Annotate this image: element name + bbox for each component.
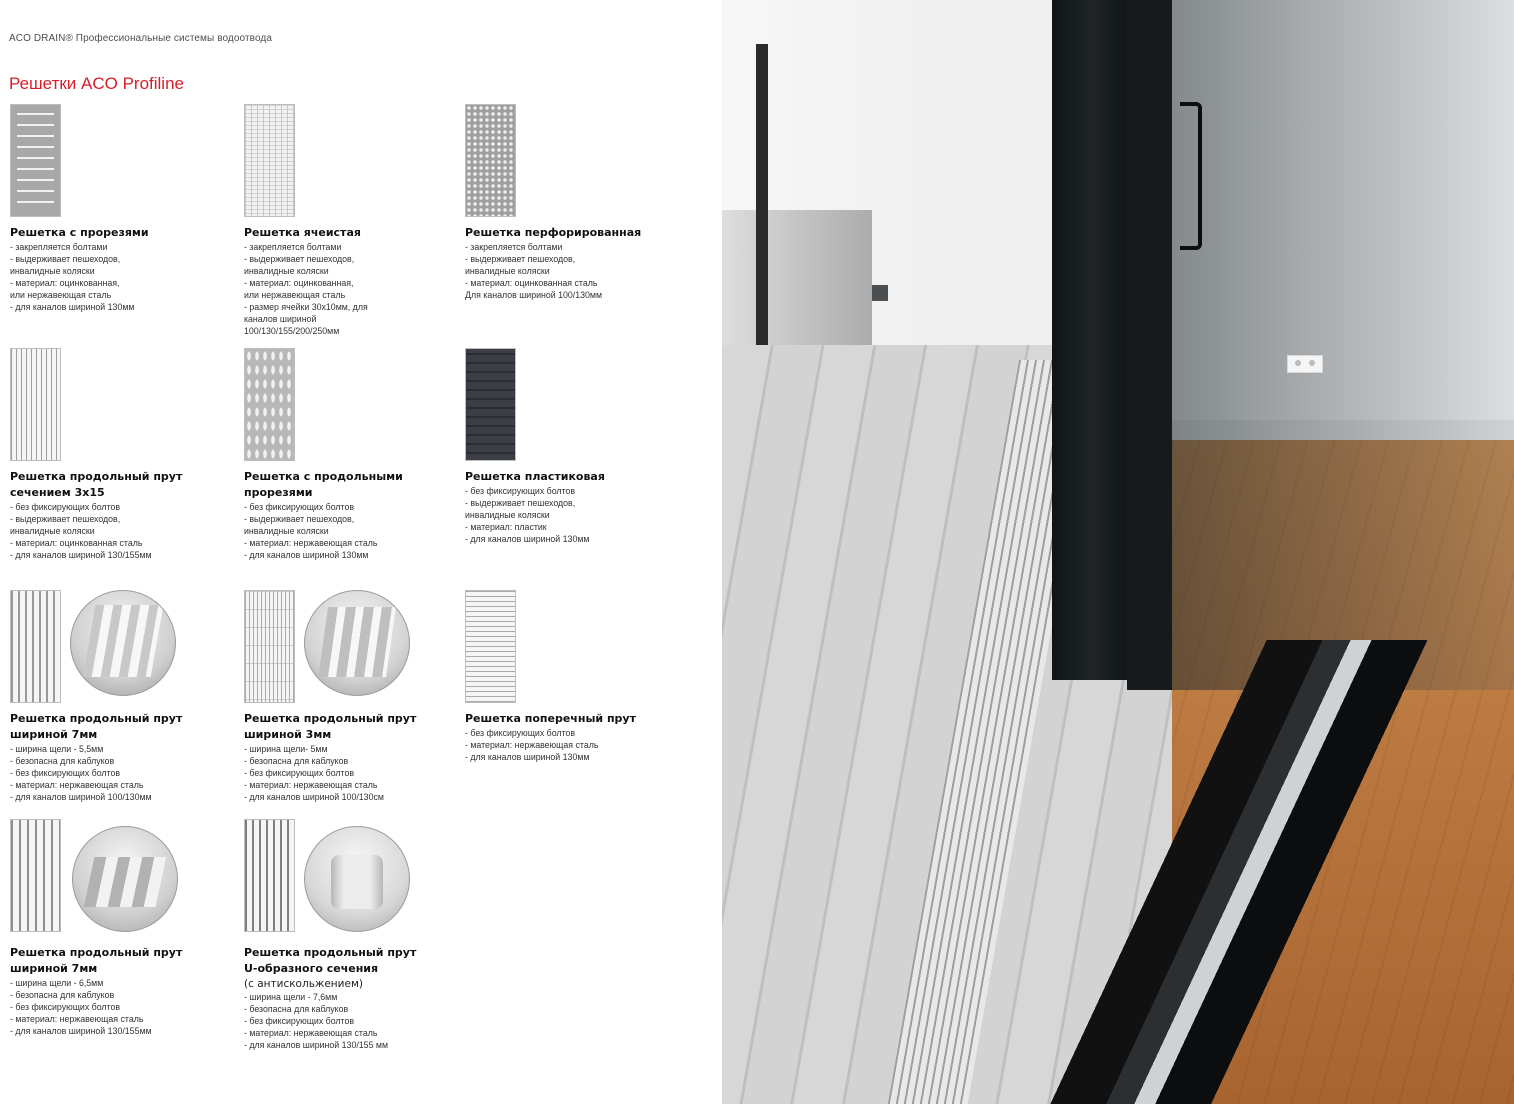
spec-line: - для каналов шириной 130/155мм — [10, 550, 152, 560]
spec-line: инвалидные коляски — [10, 266, 95, 276]
document-header: ACO DRAIN® Профессиональные системы водоотвода — [9, 33, 272, 44]
item-title-continuation: сечением 3x15 — [10, 486, 105, 499]
spec-line: инвалидные коляски — [465, 266, 550, 276]
product-photo — [722, 0, 1514, 1104]
spec-line: - материал: нержавеющая сталь — [465, 740, 599, 750]
spec-line: - без фиксирующих болтов — [10, 502, 121, 512]
item-title: Решетка поперечный прут — [465, 712, 636, 725]
u-bar-grate-icon — [244, 819, 295, 932]
spec-line: - выдерживает пешеходов, — [244, 514, 355, 524]
spec-line: - закрепляется болтами — [10, 242, 108, 252]
balcony-post — [756, 44, 768, 352]
item-title-continuation: шириной 7мм — [10, 962, 98, 975]
item-specs — [10, 241, 230, 313]
section-title: Решетки ACO Profiline — [9, 74, 184, 93]
door-handle-icon — [1180, 102, 1202, 250]
door-frame — [1052, 0, 1132, 680]
spec-line: - ширина щели - 5,5мм — [10, 744, 104, 754]
item-title: Решетка с продольными — [244, 470, 403, 483]
spec-line: инвалидные коляски — [244, 526, 329, 536]
spec-line: - без фиксирующих болтов — [244, 768, 355, 778]
spec-line: - без фиксирующих болтов — [465, 728, 576, 738]
spec-line: - для каналов шириной 130мм — [465, 752, 590, 762]
cross-bar-grate-icon — [465, 590, 516, 703]
spec-line: - материал: оцинкованная сталь — [10, 538, 143, 548]
item-title: Решетка пластиковая — [465, 470, 605, 483]
spec-line: - материал: нержавеющая сталь — [10, 780, 144, 790]
spec-line: - материал: нержавеющая сталь — [244, 1028, 378, 1038]
item-u-bar-grate — [244, 945, 484, 1051]
spec-line: - материал: нержавеющая сталь — [244, 538, 378, 548]
spec-line: - для каналов шириной 130/155мм — [10, 1026, 152, 1036]
item-specs — [10, 977, 230, 1037]
item-title: Решетка продольный прут — [10, 946, 183, 959]
bar-3mm-grate-icon — [244, 590, 295, 703]
item-title: Решетка продольный прут — [10, 470, 183, 483]
catalog-panel — [0, 0, 722, 1104]
spec-line: - ширина щели - 7,6мм — [244, 992, 338, 1002]
item-bar-7mm-grate — [10, 711, 230, 803]
item-specs — [244, 501, 464, 561]
spec-line: - для каналов шириной 130/155 мм — [244, 1040, 388, 1050]
spec-line: - материал: нержавеющая сталь — [244, 780, 378, 790]
spec-line: - закрепляется болтами — [244, 242, 342, 252]
spec-line: - ширина щели- 5мм — [244, 744, 328, 754]
spec-line: - материал: оцинкованная, — [244, 278, 354, 288]
spec-line: - закрепляется болтами — [465, 242, 563, 252]
item-slotted-grate — [10, 225, 230, 313]
door-frame-inner — [1127, 0, 1172, 690]
item-title: Решетка продольный прут — [244, 946, 417, 959]
spec-line: - ширина щели - 6,5мм — [10, 978, 104, 988]
bar-7mm-grate-icon-alt — [10, 819, 61, 932]
spec-line: инвалидные коляски — [465, 510, 550, 520]
spec-line: - для каналов шириной 100/130см — [244, 792, 384, 802]
bar-7mm-closeup-icon — [70, 590, 176, 696]
spec-line: Для каналов шириной 100/130мм — [465, 290, 603, 300]
spec-line: - безопасна для каблуков — [10, 990, 115, 1000]
item-specs — [465, 727, 685, 763]
spec-line: - выдерживает пешеходов, — [465, 498, 576, 508]
item-title: Решетка продольный прут — [244, 712, 417, 725]
spec-line: инвалидные коляски — [244, 266, 329, 276]
spec-line: инвалидные коляски — [10, 526, 95, 536]
item-mesh-grate — [244, 225, 464, 337]
item-title: Решетка продольный прут — [10, 712, 183, 725]
spec-line: - выдерживает пешеходов, — [465, 254, 576, 264]
item-bar-7mm-grate-alt — [10, 945, 230, 1037]
threshold-rail — [1022, 640, 1502, 1104]
item-specs — [10, 743, 230, 803]
bar-7mm-closeup-alt-icon — [72, 826, 178, 932]
item-title-continuation: шириной 3мм — [244, 728, 332, 741]
item-bar-3mm-grate — [244, 711, 464, 803]
spec-line: - выдерживает пешеходов, — [10, 514, 121, 524]
item-title: Решетка ячеистая — [244, 226, 361, 239]
spec-line: - для каналов шириной 130мм — [10, 302, 135, 312]
spec-line: - без фиксирующих болтов — [244, 502, 355, 512]
item-title-continuation: прорезями — [244, 486, 313, 499]
item-cross-bar-grate — [465, 711, 685, 763]
spec-line: - без фиксирующих болтов — [244, 1016, 355, 1026]
item-specs — [244, 241, 464, 337]
mesh-grate-icon — [244, 104, 295, 217]
spec-line: - без фиксирующих болтов — [10, 1002, 121, 1012]
spec-line: каналов шириной — [244, 314, 317, 324]
spec-line: - для каналов шириной 130мм — [465, 534, 590, 544]
spec-line: - без фиксирующих болтов — [465, 486, 576, 496]
item-longitudinal-bar-grate — [10, 469, 230, 561]
spec-line: - материал: оцинкованная сталь — [465, 278, 598, 288]
item-title-continuation: U-образного сечения — [244, 962, 379, 975]
spec-line: - безопасна для каблуков — [10, 756, 115, 766]
item-specs — [10, 501, 230, 561]
item-title-continuation: шириной 7мм — [10, 728, 98, 741]
item-plastic-grate — [465, 469, 685, 545]
item-title: Решетка перфорированная — [465, 226, 642, 239]
spec-line: - материал: оцинкованная, — [10, 278, 120, 288]
spec-line: - материал: нержавеющая сталь — [10, 1014, 144, 1024]
balcony-rail — [722, 210, 872, 350]
spec-line: - для каналов шириной 130мм — [244, 550, 369, 560]
item-specs — [244, 991, 484, 1051]
spec-line: - безопасна для каблуков — [244, 1004, 349, 1014]
spec-line: - безопасна для каблуков — [244, 756, 349, 766]
spec-line: или нержавеющая сталь — [244, 290, 346, 300]
spec-line: - выдерживает пешеходов, — [10, 254, 121, 264]
spec-line: - для каналов шириной 100/130мм — [10, 792, 152, 802]
item-specs — [465, 241, 705, 301]
item-specs — [465, 485, 685, 545]
item-subtitle: (с антискольжением) — [244, 978, 363, 990]
perforated-grate-icon — [465, 104, 516, 217]
plastic-grate-icon — [465, 348, 516, 461]
bar-7mm-grate-icon — [10, 590, 61, 703]
spec-line: - размер ячейки 30x10мм, для — [244, 302, 368, 312]
item-title: Решетка с прорезями — [10, 226, 149, 239]
slotted-grate-icon — [10, 104, 61, 217]
spec-line: 100/130/155/200/250мм — [244, 326, 340, 336]
u-bar-closeup-icon — [304, 826, 410, 932]
spec-line: - выдерживает пешеходов, — [244, 254, 355, 264]
spec-line: - материал: пластик — [465, 522, 547, 532]
spec-line: или нержавеющая сталь — [10, 290, 112, 300]
power-socket-icon — [1287, 355, 1323, 373]
glass-panel — [1172, 0, 1514, 690]
item-specs — [244, 743, 464, 803]
longitudinal-slot-grate-icon — [244, 348, 295, 461]
item-perforated-grate — [465, 225, 705, 301]
longitudinal-bar-grate-icon — [10, 348, 61, 461]
item-longitudinal-slot-grate — [244, 469, 464, 561]
bar-3mm-closeup-icon — [304, 590, 410, 696]
spec-line: - без фиксирующих болтов — [10, 768, 121, 778]
wall-switch-icon — [872, 285, 888, 301]
